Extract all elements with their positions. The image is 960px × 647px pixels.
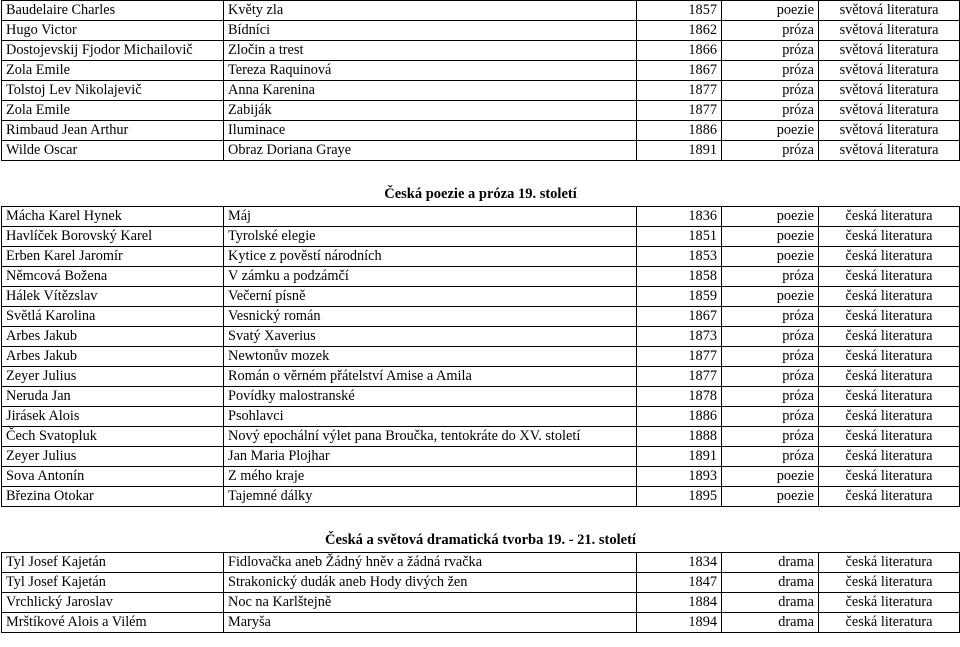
year-cell[interactable]: 1878 [637,387,722,407]
genre-cell[interactable]: próza [722,407,819,427]
drama-section [2,553,960,633]
table-row [2,553,960,573]
table-row [2,427,960,447]
year-cell[interactable]: 1866 [637,41,722,61]
drama-section-header [2,507,960,553]
year-cell[interactable]: 1891 [637,447,722,467]
genre-cell[interactable]: drama [722,573,819,593]
author-cell[interactable]: Březina Otokar [2,487,224,507]
category-cell[interactable]: světová literatura [819,21,960,41]
author-cell[interactable]: Mrštíkové Alois a Vilém [2,613,224,633]
genre-cell[interactable]: próza [722,367,819,387]
year-cell[interactable]: 1867 [637,307,722,327]
title-cell[interactable]: Jan Maria Plojhar [224,447,637,467]
genre-cell[interactable]: poezie [722,1,819,21]
genre-cell[interactable]: poezie [722,467,819,487]
literature-table [1,0,960,633]
title-cell[interactable]: Povídky malostranské [224,387,637,407]
title-cell[interactable]: Noc na Karlštejně [224,593,637,613]
table-row [2,21,960,41]
title-cell[interactable]: Fidlovačka aneb Žádný hněv a žádná rvačka [224,553,637,573]
year-cell[interactable]: 1891 [637,141,722,161]
year-cell[interactable]: 1862 [637,21,722,41]
title-cell[interactable]: Obraz Doriana Graye [224,141,637,161]
genre-cell[interactable]: poezie [722,227,819,247]
year-cell[interactable]: 1886 [637,121,722,141]
genre-cell[interactable]: próza [722,387,819,407]
category-cell[interactable]: světová literatura [819,1,960,21]
author-cell[interactable]: Rimbaud Jean Arthur [2,121,224,141]
category-cell[interactable]: česká literatura [819,207,960,227]
author-cell[interactable]: Baudelaire Charles [2,1,224,21]
year-cell[interactable]: 1851 [637,227,722,247]
table-row [2,387,960,407]
category-cell[interactable]: česká literatura [819,387,960,407]
year-cell[interactable]: 1877 [637,367,722,387]
author-cell[interactable]: Němcová Božena [2,267,224,287]
title-cell[interactable]: Anna Karenina [224,81,637,101]
czech-literature-section [2,207,960,507]
author-cell[interactable]: Mácha Karel Hynek [2,207,224,227]
world-literature-section [2,1,960,161]
category-cell[interactable]: česká literatura [819,287,960,307]
category-cell[interactable]: česká literatura [819,487,960,507]
table-row [2,141,960,161]
year-cell[interactable]: 1834 [637,553,722,573]
year-cell[interactable]: 1858 [637,267,722,287]
year-cell[interactable]: 1857 [637,1,722,21]
genre-cell[interactable]: próza [722,81,819,101]
table-row [2,613,960,633]
author-cell[interactable]: Dostojevskij Fjodor Michailovič [2,41,224,61]
table-row [2,287,960,307]
author-cell[interactable]: Neruda Jan [2,387,224,407]
category-cell[interactable]: česká literatura [819,307,960,327]
category-cell[interactable]: česká literatura [819,553,960,573]
title-cell[interactable]: Newtonův mozek [224,347,637,367]
title-cell[interactable]: Tajemné dálky [224,487,637,507]
category-cell[interactable]: česká literatura [819,407,960,427]
category-cell[interactable]: česká literatura [819,613,960,633]
genre-cell[interactable]: próza [722,101,819,121]
year-cell[interactable]: 1877 [637,81,722,101]
table-row [2,347,960,367]
genre-cell[interactable]: próza [722,447,819,467]
table-row [2,367,960,387]
author-cell[interactable]: Zeyer Julius [2,367,224,387]
author-cell[interactable]: Zola Emile [2,101,224,121]
category-cell[interactable]: světová literatura [819,41,960,61]
genre-cell[interactable]: drama [722,553,819,573]
author-cell[interactable]: Čech Svatopluk [2,427,224,447]
author-cell[interactable]: Jirásek Alois [2,407,224,427]
author-cell[interactable]: Hálek Vítězslav [2,287,224,307]
drama-section-title: Česká a světová dramatická tvorba 19. - 21. století [2,528,960,553]
year-cell[interactable]: 1859 [637,287,722,307]
title-cell[interactable]: Iluminace [224,121,637,141]
author-cell[interactable]: Zeyer Julius [2,447,224,467]
author-cell[interactable]: Tyl Josef Kajetán [2,553,224,573]
category-cell[interactable]: česká literatura [819,267,960,287]
table-row [2,447,960,467]
author-cell[interactable]: Tyl Josef Kajetán [2,573,224,593]
category-cell[interactable]: česká literatura [819,227,960,247]
table-row [2,121,960,141]
genre-cell[interactable]: poezie [722,247,819,267]
czech-section-header [2,161,960,207]
genre-cell[interactable]: próza [722,327,819,347]
title-cell[interactable]: Máj [224,207,637,227]
category-cell[interactable]: světová literatura [819,101,960,121]
author-cell[interactable]: Hugo Victor [2,21,224,41]
year-cell[interactable]: 1893 [637,467,722,487]
table-row [2,1,960,21]
title-cell[interactable]: Nový epochální výlet pana Broučka, tentokráte do XV. století [224,427,637,447]
table-row [2,247,960,267]
title-cell[interactable]: Maryša [224,613,637,633]
title-cell[interactable]: Tyrolské elegie [224,227,637,247]
table-row [2,307,960,327]
title-cell[interactable]: Psohlavci [224,407,637,427]
category-cell[interactable]: světová literatura [819,121,960,141]
title-cell[interactable]: Bídníci [224,21,637,41]
table-row [2,101,960,121]
genre-cell[interactable]: drama [722,593,819,613]
title-cell[interactable]: Román o věrném přátelství Amise a Amila [224,367,637,387]
year-cell[interactable]: 1886 [637,407,722,427]
author-cell[interactable]: Havlíček Borovský Karel [2,227,224,247]
title-cell[interactable]: Zločin a trest [224,41,637,61]
author-cell[interactable]: Arbes Jakub [2,327,224,347]
author-cell[interactable]: Erben Karel Jaromír [2,247,224,267]
author-cell[interactable]: Wilde Oscar [2,141,224,161]
year-cell[interactable]: 1894 [637,613,722,633]
year-cell[interactable]: 1877 [637,101,722,121]
year-cell[interactable]: 1877 [637,347,722,367]
year-cell[interactable]: 1853 [637,247,722,267]
title-cell[interactable]: Večerní písně [224,287,637,307]
genre-cell[interactable]: drama [722,613,819,633]
genre-cell[interactable]: poezie [722,287,819,307]
genre-cell[interactable]: próza [722,347,819,367]
genre-cell[interactable]: próza [722,21,819,41]
category-cell[interactable]: česká literatura [819,247,960,267]
genre-cell[interactable]: próza [722,41,819,61]
category-cell[interactable]: světová literatura [819,81,960,101]
author-cell[interactable]: Tolstoj Lev Nikolajevič [2,81,224,101]
title-cell[interactable]: V zámku a podzámčí [224,267,637,287]
genre-cell[interactable]: próza [722,427,819,447]
czech-section-title: Česká poezie a próza 19. století [2,182,960,207]
author-cell[interactable]: Světlá Karolina [2,307,224,327]
genre-cell[interactable]: poezie [722,121,819,141]
table-row [2,207,960,227]
category-cell[interactable]: světová literatura [819,61,960,81]
genre-cell[interactable]: próza [722,267,819,287]
title-cell[interactable]: Vesnický román [224,307,637,327]
author-cell[interactable]: Vrchlický Jaroslav [2,593,224,613]
title-cell[interactable]: Zabiják [224,101,637,121]
category-cell[interactable]: světová literatura [819,141,960,161]
category-cell[interactable]: česká literatura [819,573,960,593]
genre-cell[interactable]: próza [722,141,819,161]
category-cell[interactable]: česká literatura [819,427,960,447]
table-row [2,81,960,101]
table-row [2,61,960,81]
year-cell[interactable]: 1836 [637,207,722,227]
category-cell[interactable]: česká literatura [819,347,960,367]
table-row [2,407,960,427]
title-cell[interactable]: Kytice z pověstí národních [224,247,637,267]
year-cell[interactable]: 1888 [637,427,722,447]
genre-cell[interactable]: poezie [722,487,819,507]
author-cell[interactable]: Arbes Jakub [2,347,224,367]
table-row [2,227,960,247]
title-cell[interactable]: Strakonický dudák aneb Hody divých žen [224,573,637,593]
year-cell[interactable]: 1895 [637,487,722,507]
title-cell[interactable]: Svatý Xaverius [224,327,637,347]
table-row [2,327,960,347]
table-row [2,487,960,507]
category-cell[interactable]: česká literatura [819,593,960,613]
genre-cell[interactable]: próza [722,307,819,327]
table-row [2,573,960,593]
genre-cell[interactable]: poezie [722,207,819,227]
table-row [2,467,960,487]
title-cell[interactable]: Z mého kraje [224,467,637,487]
year-cell[interactable]: 1884 [637,593,722,613]
category-cell[interactable]: česká literatura [819,327,960,347]
category-cell[interactable]: česká literatura [819,467,960,487]
title-cell[interactable]: Tereza Raquinová [224,61,637,81]
table-row [2,267,960,287]
year-cell[interactable]: 1847 [637,573,722,593]
author-cell[interactable]: Sova Antonín [2,467,224,487]
category-cell[interactable]: česká literatura [819,447,960,467]
year-cell[interactable]: 1873 [637,327,722,347]
table-row [2,41,960,61]
year-cell[interactable]: 1867 [637,61,722,81]
author-cell[interactable]: Zola Emile [2,61,224,81]
table-row [2,593,960,613]
genre-cell[interactable]: próza [722,61,819,81]
category-cell[interactable]: česká literatura [819,367,960,387]
title-cell[interactable]: Květy zla [224,1,637,21]
